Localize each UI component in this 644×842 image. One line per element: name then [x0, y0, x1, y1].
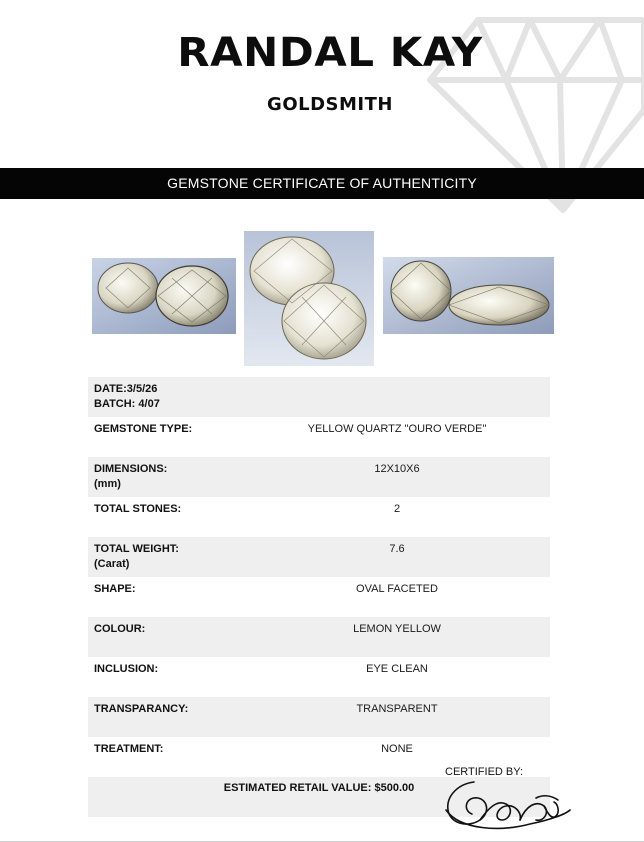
- batch-text: BATCH: 4/07: [94, 398, 160, 410]
- row-label-text: GEMSTONE TYPE:: [94, 423, 193, 435]
- gem-photo-3: [383, 257, 554, 334]
- row-label-text: TREATMENT:: [94, 743, 164, 755]
- row-value: NONE: [381, 743, 413, 755]
- row-label: [88, 457, 244, 497]
- date-batch-cell: [88, 377, 244, 417]
- retail-value: ESTIMATED RETAIL VALUE: $500.00: [88, 777, 550, 817]
- table-row: [88, 417, 550, 457]
- gem-photo-2: [244, 231, 374, 366]
- row-label-text: SHAPE:: [94, 583, 136, 595]
- row-value: 12X10X6: [244, 457, 550, 497]
- row-label: [88, 737, 244, 777]
- certificate-rows: [88, 377, 550, 817]
- table-row: [88, 497, 550, 537]
- row-value: TRANSPARENT: [244, 697, 550, 737]
- row-value: 2: [393, 503, 401, 515]
- row-label-text: COLOUR:: [94, 623, 146, 635]
- row-label: [88, 417, 244, 457]
- table-row: [88, 377, 550, 417]
- row-label-text: TOTAL WEIGHT:: [94, 543, 179, 555]
- row-value: OVAL FACETED: [356, 583, 438, 595]
- gem-photo-1: [92, 258, 236, 334]
- date-text: DATE:3/5/26: [94, 383, 158, 395]
- row-label-text: TOTAL STONES:: [94, 503, 182, 515]
- row-value: YELLOW QUARTZ "OURO VERDE": [307, 423, 487, 435]
- table-row: [88, 577, 550, 617]
- row-label: [88, 657, 244, 697]
- signature-image: [440, 776, 580, 836]
- table-row: [88, 697, 550, 737]
- certificate-banner: [0, 168, 644, 199]
- certificate-table: [88, 377, 550, 817]
- table-row: [88, 617, 550, 657]
- row-label-unit: (Carat): [94, 558, 130, 570]
- brand-subtitle: GOLDSMITH: [267, 94, 393, 115]
- row-label: [88, 697, 244, 737]
- table-row: [88, 537, 550, 577]
- table-row: [88, 657, 550, 697]
- row-label-text: INCLUSION:: [94, 663, 159, 675]
- row-label: [88, 577, 244, 617]
- row-label: [88, 497, 244, 537]
- row-label: [88, 617, 244, 657]
- row-value: EYE CLEAN: [366, 663, 428, 675]
- banner-title: GEMSTONE CERTIFICATE OF AUTHENTICITY: [167, 175, 477, 191]
- row-value: LEMON YELLOW: [244, 617, 550, 657]
- row-label-unit: (mm): [94, 478, 121, 490]
- brand-title: RANDAL KAY: [177, 30, 483, 76]
- row-label-text: DIMENSIONS:: [94, 463, 168, 475]
- row-value: 7.6: [244, 537, 550, 577]
- row-label-text: TRANSPARANCY:: [94, 703, 189, 715]
- row-label: [88, 537, 244, 577]
- certified-by-label: CERTIFIED BY:: [445, 766, 524, 778]
- table-row: [88, 457, 550, 497]
